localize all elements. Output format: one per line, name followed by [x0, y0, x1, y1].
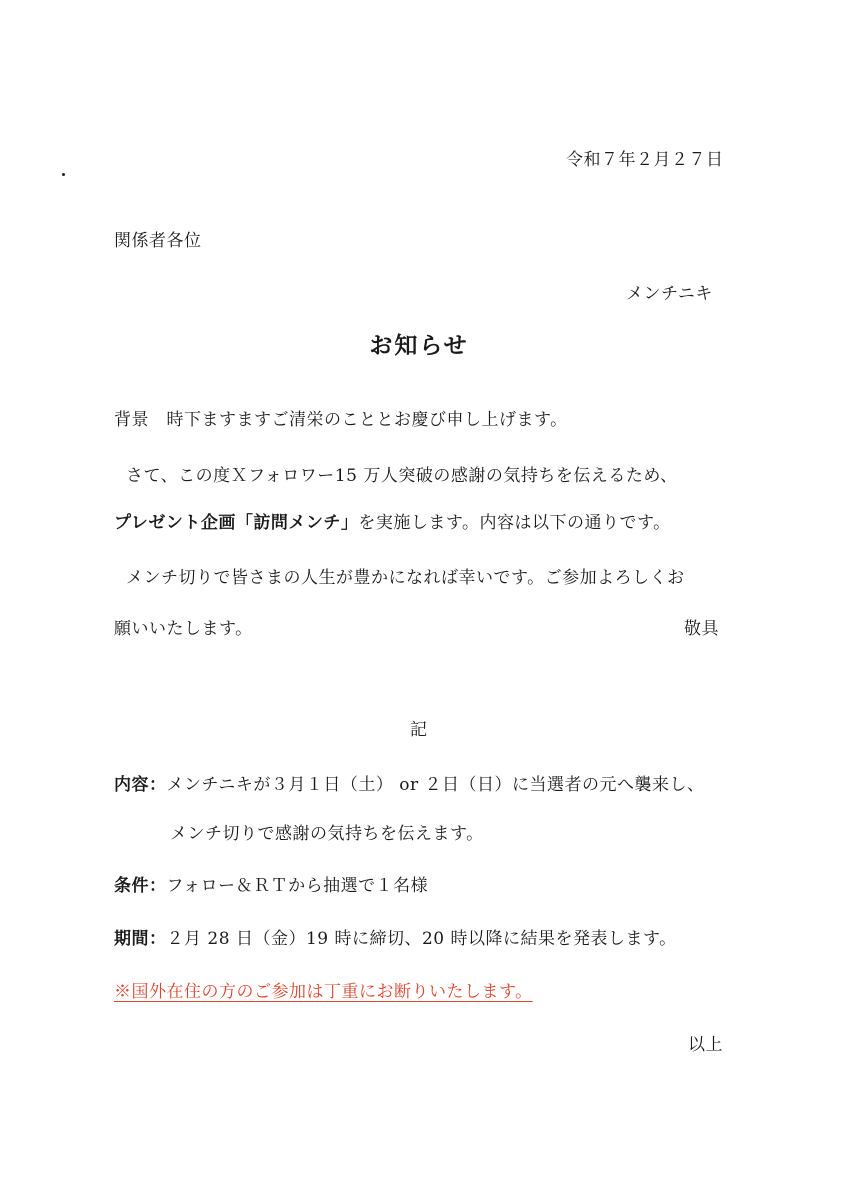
period-label: 期間： [114, 929, 167, 949]
paragraph-wish-continued: 願いいたします。 [114, 619, 253, 639]
document-date: 令和７年２月２７日 [566, 150, 724, 170]
ki-heading: 記 [410, 720, 428, 740]
condition-text: フォロー＆ＲＴから抽選で１名様 [166, 876, 429, 896]
item-content-continued: メンチ切りで感謝の気持ちを伝えます。 [170, 824, 484, 844]
end-mark: 以上 [688, 1035, 723, 1055]
item-condition [114, 874, 428, 898]
item-period [114, 927, 677, 951]
announcement-rest: を実施します。内容は以下の通りです。 [358, 513, 671, 533]
item-content [114, 773, 705, 797]
period-text: ２月 28 日（金）19 時に締切、20 時以降に結果を発表します。 [166, 929, 677, 949]
condition-label: 条件： [114, 876, 167, 896]
content-label: 内容： [114, 775, 167, 795]
paragraph-purpose: さて、この度Ｘフォロワー15 万人突破の感謝の気持ちを伝えるため、 [126, 466, 678, 486]
paragraph-announcement [114, 511, 671, 535]
overseas-notice: ※国外在住の方のご参加は丁重にお断りいたします。 [114, 982, 533, 1002]
paragraph-wish: メンチ切りで皆さまの人生が豊かになれば幸いです。ご参加よろしくお [126, 568, 685, 588]
closing-word: 敬具 [684, 619, 719, 639]
sender-name: メンチニキ [626, 284, 713, 304]
addressee: 関係者各位 [114, 231, 202, 251]
content-text: メンチニキが３月１日（土） or ２日（日）に当選者の元へ襲来し、 [166, 775, 705, 795]
campaign-name: プレゼント企画「訪問メンチ」 [114, 513, 359, 533]
stray-dot [62, 173, 65, 176]
document-title: お知らせ [369, 332, 469, 359]
paragraph-greeting: 背景 時下ますますご清栄のこととお慶び申し上げます。 [114, 410, 568, 430]
